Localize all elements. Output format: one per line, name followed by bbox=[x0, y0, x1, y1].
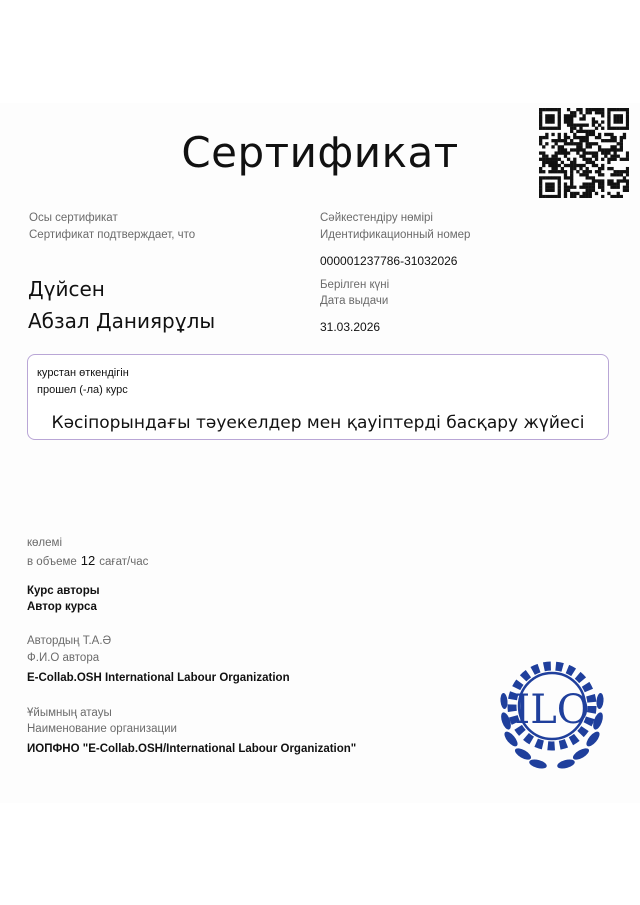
author-heading-kz: Курс авторы bbox=[27, 585, 100, 597]
course-passed-ru: прошел (-ла) курс bbox=[37, 384, 128, 396]
hours-unit: сағат/час bbox=[99, 556, 149, 568]
course-title: Кәсіпорындағы тәуекелдер мен қауіптерді басқару жүйесі bbox=[51, 413, 585, 433]
recipient-surname: Дүйсен bbox=[28, 277, 105, 301]
id-label-ru: Идентификационный номер bbox=[320, 229, 471, 241]
hours-value: 12 bbox=[80, 553, 96, 568]
date-label-kz: Берілген күні bbox=[320, 279, 390, 291]
recipient-given-name: Абзал Данияр​ұлы bbox=[28, 309, 216, 333]
date-label-ru: Дата выдачи bbox=[320, 295, 389, 307]
author-name-label-kz: Автордың Т.А.Ә bbox=[27, 635, 112, 647]
author-name-label-ru: Ф.И.О автора bbox=[27, 652, 100, 664]
ilo-logo-icon bbox=[496, 651, 608, 781]
author-heading-ru: Автор курса bbox=[27, 601, 97, 613]
course-passed-kz: курстан өткендігін bbox=[37, 367, 129, 379]
volume-kz: көлемі bbox=[27, 537, 62, 549]
volume-ru: в объеме bbox=[27, 556, 77, 568]
volume-line bbox=[27, 553, 148, 568]
id-value: 000001237786-31032026 bbox=[320, 254, 458, 268]
intro-ru: Сертификат подтверждает, что bbox=[29, 229, 196, 241]
certificate-title: Сертификат bbox=[181, 128, 459, 177]
org-label-ru: Наименование организации bbox=[27, 723, 177, 735]
date-value: 31.03.2026 bbox=[320, 320, 381, 334]
org-label-kz: Ұйымның атауы bbox=[27, 707, 112, 719]
org-name: ИОПФНО "E-Collab.OSH/International Labour Organization" bbox=[27, 743, 357, 755]
id-label-kz: Сәйкестендіру нөмірі bbox=[320, 212, 433, 224]
author-name: E-Collab.OSH International Labour Organization bbox=[27, 672, 290, 684]
intro-kz: Осы сертификат bbox=[29, 212, 118, 224]
course-box bbox=[27, 354, 609, 440]
ilo-logo-text: ILO bbox=[514, 687, 590, 733]
